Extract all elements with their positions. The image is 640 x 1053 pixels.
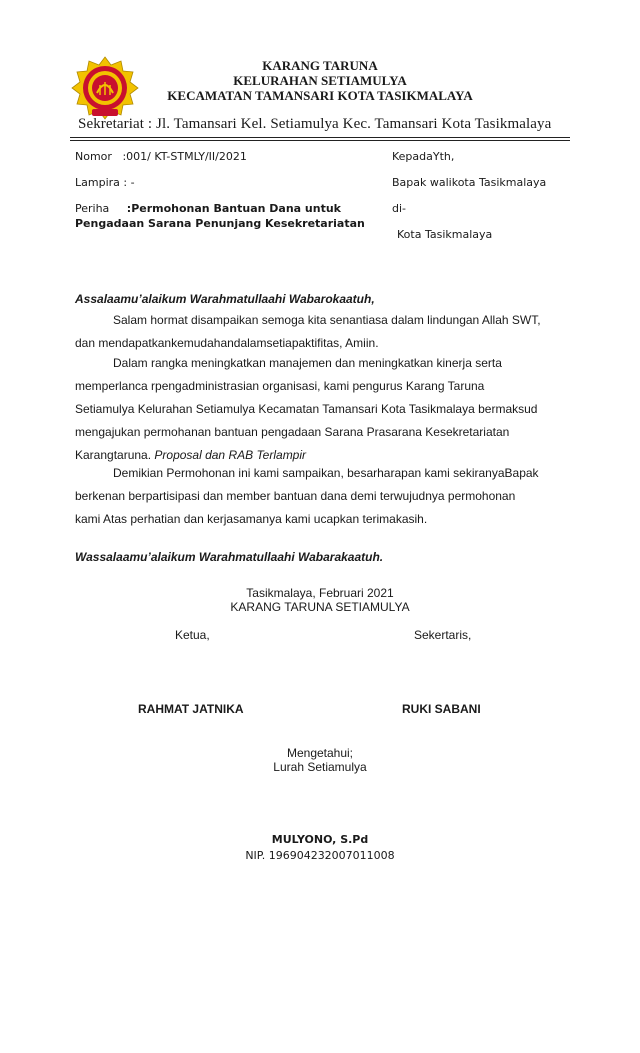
perihal-value: :Permohonan Bantuan Dana untuk: [126, 202, 341, 215]
chairman-label: Ketua,: [175, 628, 210, 642]
subject-line: [75, 202, 341, 216]
perihal-value-2: Pengadaan Sarana Penunjang Kesekretariatan: [75, 217, 365, 230]
nomor-value: :001/ KT-STMLY/II/2021: [122, 150, 247, 163]
header-divider: [70, 137, 570, 138]
header-divider-thin: [70, 140, 570, 141]
kelurahan-line: KELURAHAN SETIAMULYA: [233, 73, 407, 88]
paragraph-line: Dalam rangka meningkatkan manajemen dan meningkatkan kinerja serta: [113, 356, 502, 370]
recipient-greeting: KepadaYth,: [392, 150, 455, 163]
perihal-label: Periha: [75, 202, 110, 215]
chairman-name: RAHMAT JATNIKA: [138, 702, 244, 716]
nomor-label: Nomor: [75, 150, 112, 163]
paragraph-line: Demikian Permohonan ini kami sampaikan, besarharapan kami sekiranyaBapak: [113, 466, 539, 480]
place-date: Tasikmalaya, Februari 2021: [246, 586, 394, 600]
paragraph-line: berkenan berpartisipasi dan member bantuan dana demi terwujudnya permohonan: [75, 489, 516, 503]
opening-salutation: Assalaamu’alaikum Warahmatullaahi Wabarokaatuh,: [75, 292, 375, 306]
paragraph-line: mengajukan permohanan bantuan pengadaan Sarana Prasarana Kesekretariatan: [75, 425, 510, 439]
recipient-di: di-: [392, 202, 407, 215]
subject-line-2: [75, 217, 365, 231]
signing-organization: KARANG TARUNA SETIAMULYA: [230, 600, 410, 614]
attachment-note: Proposal dan RAB Terlampir: [154, 448, 307, 462]
karang-taruna-emblem-icon: [70, 55, 140, 125]
paragraph-line: dan mendapatkankemudahandalamsetiapaktifitas, Amiin.: [75, 336, 379, 350]
paragraph-line: memperlanca rpengadministrasian organisasi, kami pengurus Karang Taruna: [75, 379, 485, 393]
paragraph-3: [75, 462, 539, 531]
attachment-line: Lampira : -: [75, 176, 135, 189]
recipient-name: Bapak walikota Tasikmalaya: [392, 176, 547, 189]
secretary-label: Sekertaris,: [414, 628, 472, 642]
recipient-city: Kota Tasikmalaya: [397, 228, 493, 241]
paragraph-line: kami Atas perhatian dan kerjasamanya kami ucapkan terimakasih.: [75, 512, 428, 526]
paragraph-2: [75, 352, 537, 467]
lurah-name: MULYONO, S.Pd: [271, 833, 369, 846]
paragraph-1: [75, 309, 541, 355]
lurah-title: Lurah Setiamulya: [273, 760, 367, 774]
letter-number: [75, 150, 247, 164]
secretary-name: RUKI SABANI: [402, 702, 481, 716]
acknowledged-label: Mengetahui;: [286, 746, 354, 760]
paragraph-line: Setiamulya Kelurahan Setiamulya Kecamatan Tamansari Kota Tasikmalaya bermaksud: [75, 402, 538, 416]
org-name-line: KARANG TARUNA: [262, 58, 378, 73]
secretariat-address: Sekretariat : Jl. Tamansari Kel. Setiamulya Kec. Tamansari Kota Tasikmalaya: [78, 116, 552, 132]
paragraph-line: Karangtaruna. Proposal dan RAB Terlampir: [75, 448, 307, 462]
closing-salutation: Wassalaamu’alaikum Warahmatullaahi Wabarakaatuh.: [75, 550, 384, 564]
kecamatan-line: KECAMATAN TAMANSARI KOTA TASIKMALAYA: [167, 88, 473, 103]
lurah-nip: NIP. 196904232007011008: [245, 849, 395, 862]
paragraph-line: Salam hormat disampaikan semoga kita senantiasa dalam lindungan Allah SWT,: [113, 313, 541, 327]
